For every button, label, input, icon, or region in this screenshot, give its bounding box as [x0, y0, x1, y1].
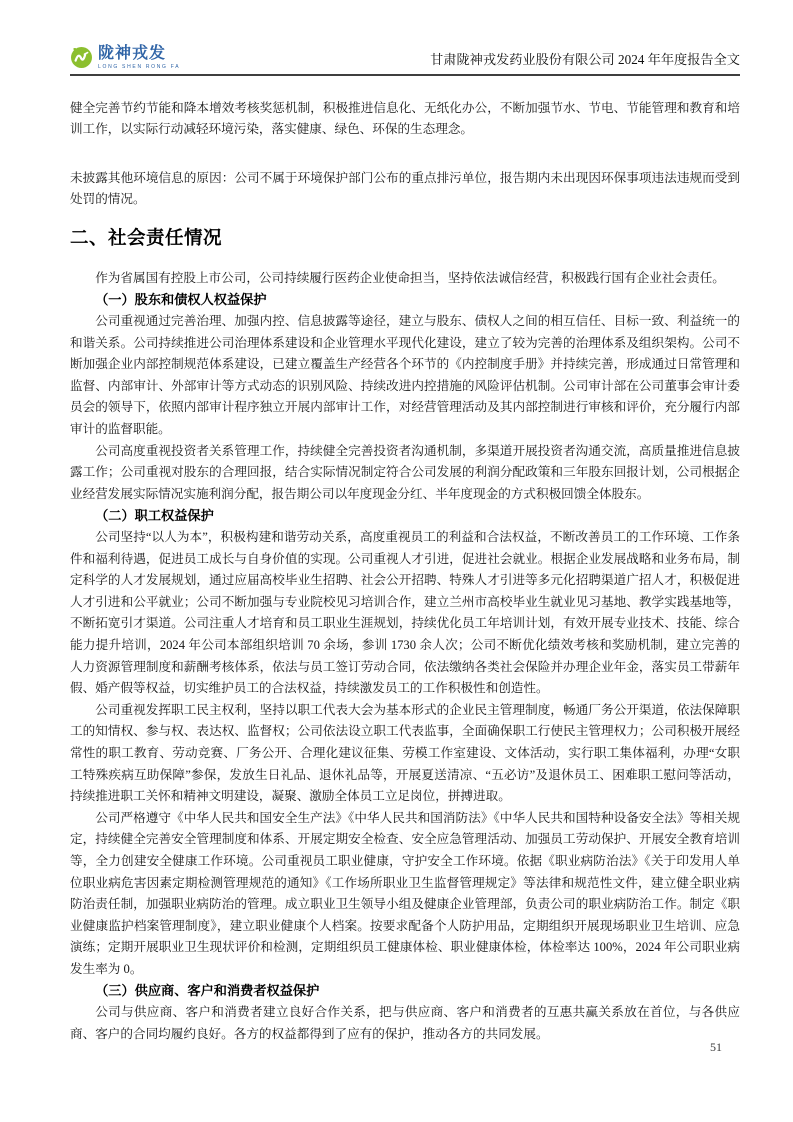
sub-heading-employee-rights-protection: （二）职工权益保护: [95, 508, 214, 524]
page-header: [70, 46, 740, 76]
paragraph-employee-development: 公司坚持“以人为本”，积极构建和谐劳动关系，高度重视员工的利益和合法权益，不断改善员工的工作环境、工作条件和福利待遇，促进员工成长与自身价值的实现。公司重视人才引进，促进社会就业。根据企业发展战略和业务布局，制定科学的人才发展规划，通过应届高校毕业生招聘、社会公开招聘、特殊人才引进等多元化招聘渠道广招人才，积极促进人才引进和公平就业；公司不断加强与专业院校见习培训合作，建立兰州市高校毕业生就业见习基地、教学实践基地等，不断拓宽引才渠道。公司注重人才培育和员工职业生涯规划，持续优化员工年培训计划，有效开展专业技术、技能、综合能力提升培训，2024 年公司本部组织培训 70 余场，参训 1730 余人次；公司不断优化绩效考核和奖励机制，建立完善的人力资源管理制度和薪酬考核体系，依法与员工签订劳动合同，依法缴纳各类社会保险并办理企业年金，落实员工带薪年假、婚产假等权益，切实维护员工的合法权益，持续激发员工的工作积极性和创造性。: [70, 530, 740, 696]
paragraph-environment-disclosure-reason: 未披露其他环境信息的原因：公司不属于环境保护部门公布的重点排污单位，报告期内未出现因环保事项违法违规而受到处罚的情况。: [70, 170, 740, 207]
paragraph-energy-saving: 健全完善节约节能和降本增效考核奖惩机制，积极推进信息化、无纸化办公，不断加强节水、节电、节能管理和教育和培训工作，以实际行动减轻环境污染，落实健康、绿色、环保的生态理念。: [70, 100, 740, 137]
paragraph-social-responsibility-intro: 作为省属国有控股上市公司，公司持续履行医药企业使命担当，坚持依法诚信经营，积极践行国有企业社会责任。: [95, 270, 725, 285]
company-logo: [70, 46, 180, 70]
page-number: 51: [710, 1040, 722, 1054]
company-logo-name-en: LONG SHEN RONG FA: [98, 63, 181, 70]
paragraph-investor-relations: 公司高度重视投资者关系管理工作，持续健全完善投资者沟通机制，多渠道开展投资者沟通交流，高质量推进信息披露工作；公司重视对股东的合理回报，结合实际情况制定符合公司发展的利润分配政策和三年股东回报计划，公司根据企业经营发展实际情况实施利润分配，报告期公司以年度现金分红、半年度现金的方式积极回馈全体股东。: [70, 443, 740, 501]
paragraph-supplier-customer-cooperation: 公司与供应商、客户和消费者建立良好合作关系，把与供应商、客户和消费者的互惠共赢关系放在首位，与各供应商、客户的合同均履约良好。各方的权益都得到了应有的保护，推动各方的共同发展。: [70, 1005, 740, 1041]
sub-heading-shareholder-creditor-protection: （一）股东和债权人权益保护: [95, 292, 267, 308]
paragraph-safety-occupational-health: 公司严格遵守《中华人民共和国安全生产法》《中华人民共和国消防法》《中华人民共和国特种设备安全法》等相关规定，持续健全完善安全管理制度和体系、开展定期安全检查、安全应急管理活动、加强员工劳动保护、开展安全教育培训等，全力创建安全健康工作环境。公司重视员工职业健康，守护安全工作环境。依据《职业病防治法》《关于印发用人单位职业病危害因素定期检测管理规范的通知》《工作场所职业卫生监督管理规定》等法律和规范性文件，建立健全职业病防治责任制，加强职业病防治的管理。成立职业卫生领导小组及健康企业管理部，负责公司的职业病防治工作。制定《职业健康监护档案管理制度》，建立职业健康个人档案。按要求配备个人防护用品，定期组织开展现场职业卫生培训、应急演练；定期开展职业卫生现状评价和检测，定期组织员工健康体检、职业健康体检，体检率达 100%，2024 年公司职业病发生率为 0。: [70, 810, 740, 976]
company-logo-name-cn: 陇神戎发: [98, 45, 167, 62]
section-heading-social-responsibility: 二、社会责任情况: [70, 226, 223, 248]
company-logo-emblem-icon: [70, 46, 93, 69]
report-title: 甘肃陇神戎发药业股份有限公司 2024 年年度报告全文: [430, 51, 740, 67]
paragraph-governance-internal-control: 公司重视通过完善治理、加强内控、信息披露等途径，建立与股东、债权人之间的相互信任、目标一致、利益统一的和谐关系。公司持续推进公司治理体系建设和企业管理水平现代化建设，建立了较为完善的治理体系及组织架构。公司不断加强企业内部控制规范体系建设，已建立覆盖生产经营各个环节的《内控制度手册》并持续完善，形成通过日常管理和监督、内部审计、外部审计等方式动态的识别风险、持续改进内控措施的风险评估机制。公司审计部在公司董事会审计委员会的领导下，依照内部审计程序独立开展内部审计工作，对经营管理活动及其内部控制进行审核和评价，充分履行内部审计的监督职能。: [70, 314, 740, 437]
report-body: [70, 98, 740, 1046]
sub-heading-supplier-customer-consumer-protection: （三）供应商、客户和消费者权益保护: [95, 983, 320, 999]
paragraph-employee-democracy-welfare: 公司重视发挥职工民主权利，坚持以职工代表大会为基本形式的企业民主管理制度，畅通厂务公开渠道，依法保障职工的知情权、参与权、表达权、监督权；公司依法设立职工代表监事，全面确保职工行使民主管理权力；公司积极开展经常性的职工教育、劳动竞赛、厂务公开、合理化建议征集、劳模工作室建设、文体活动，实行职工集体福利，办理“女职工特殊疾病互助保障”参保，发放生日礼品、退休礼品等，开展夏送清凉、“五必访”及退休员工、困难职工慰问等活动，持续推进职工关怀和精神文明建设，凝聚、激励全体员工立足岗位，拼搏进取。: [70, 702, 740, 804]
company-logo-text: [98, 46, 180, 70]
